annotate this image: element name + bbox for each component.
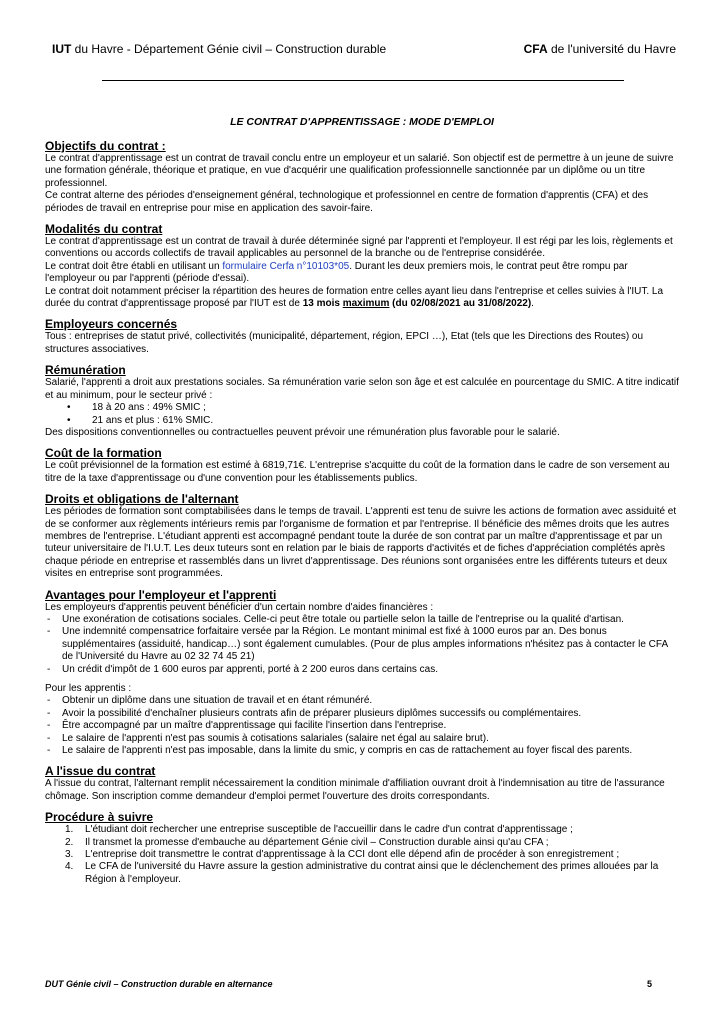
duration-value: 13 mois <box>302 298 343 310</box>
step-number: 2. <box>65 836 74 848</box>
section-modalites <box>45 223 680 310</box>
list-item-text: 21 ans et plus : 61% SMIC. <box>92 414 214 426</box>
dash-marker: - <box>47 707 51 719</box>
section-employeurs <box>45 318 680 356</box>
paragraph: Les périodes de formation sont comptabilisées dans le temps de travail. L'apprenti est tenu de suivre les actions de formation avec assiduité et de se conformer aux règlements intérieurs remis par l'organisme de formation et par l'entreprise. Il bénéficie des mêmes droits que les autres membres de l'entreprise. L'étudiant apprenti est accompagné pendant toute la durée de son contrat par un maître d'apprentissage et par un tuteur universitaire de l'I.U.T. Les deux tuteurs sont en relation par le biais de rapports d'activités et de fiches d'appréciation complétés après chaque période en entreprise et rassemblés dans un livret d'apprentissage. Des réunions sont organisées entre les différents tuteurs et deux visites en entreprise sont programmées. <box>45 506 677 580</box>
employer-benefits-list <box>45 614 680 676</box>
section-heading: Procédure à suivre <box>45 810 154 825</box>
section-heading: Avantages pour l'employeur et l'apprenti <box>45 587 277 602</box>
paragraph: Tous : entreprises de statut privé, collectivités (municipalité, département, région, EPCI …), Etat (tels que les Directions des Routes) ou structures associatives. <box>45 331 644 355</box>
list-item-text: Avoir la possibilité d'enchaîner plusieurs contrats afin de préparer plusieurs diplômes successifs ou complémentaires. <box>62 707 582 719</box>
list-item-text: 18 à 20 ans : 49% SMIC ; <box>92 402 206 414</box>
text-run: Le contrat doit notamment préciser la répartition des heures de formation entre celles ayant lieu dans l'entreprise et celles suivies à l'IUT. La durée du contrat d'apprentissage proposé par l'IUT est de <box>45 285 664 310</box>
paragraph: Le contrat d'apprentissage est un contrat de travail conclu entre un employeur et un salarié. Son objectif est de permettre à un jeune de suivre une formation générale, théorique et pratique, en vue d'acquérir une qualification professionnelle sanctionnée par un diplôme ou un titre professionnel. <box>45 153 674 189</box>
step-number: 1. <box>65 824 74 836</box>
section-remuneration <box>45 364 680 439</box>
section-heading: Modalités du contrat <box>45 222 163 237</box>
list-item <box>45 664 680 676</box>
list-item-text: Le salaire de l'apprenti n'est pas imposable, dans la limite du smic, y compris en cas de rattachement au foyer fiscal des parents. <box>62 745 633 757</box>
header-iut: IUT <box>52 42 72 56</box>
list-item <box>45 861 680 886</box>
cerfa-form-link[interactable]: formulaire Cerfa n°10103*05 <box>222 260 350 272</box>
document-body <box>45 140 680 886</box>
salary-list <box>45 402 680 427</box>
section-heading: Employeurs concernés <box>45 317 178 332</box>
paragraph: Les employeurs d'apprentis peuvent bénéficier d'un certain nombre d'aides financières : <box>45 601 434 613</box>
list-item-text: Une indemnité compensatrice forfaitaire versée par la Région. Le montant minimal est fixé à 1000 euros par an. Des bonus supplémentaires (assiduité, handicap…) sont également cumulables. (Pour de plus amples informations n'hésitez pas à contacter le CFA de l'Université du Havre au 02 32 74 45 21) <box>62 626 668 663</box>
list-item <box>45 733 680 745</box>
section-cout <box>45 447 680 485</box>
list-item-text: Être accompagné par un maître d'apprentissage qui facilite l'insertion dans l'entreprise. <box>62 720 447 732</box>
list-item-text: Le CFA de l'université du Havre assure la gestion administrative du contrat ainsi que le déclenchement des primes allouées par la Région à l'employeur. <box>85 861 659 885</box>
duration-dates: (du 02/08/2021 au 31/08/2022) <box>389 298 532 310</box>
header-right <box>524 42 676 56</box>
page-footer <box>45 979 652 989</box>
section-avantages <box>45 589 680 758</box>
list-item-text: Le salaire de l'apprenti n'est pas soumis à cotisations salariales (salaire net égal au salaire brut). <box>62 732 489 744</box>
list-item-text: L'étudiant doit rechercher une entreprise susceptible de l'accueillir dans le cadre d'un contrat d'apprentissage ; <box>85 824 573 836</box>
dash-marker: - <box>47 745 51 757</box>
list-item-text: Un crédit d'impôt de 1 600 euros par apprenti, porté à 2 200 euros dans certains cas. <box>62 663 439 675</box>
dash-marker: - <box>47 695 51 707</box>
list-item-text: Une exonération de cotisations sociales. Celle-ci peut être totale ou partielle selon la taille de l'entreprise ou la qualité d'artisan. <box>62 613 624 625</box>
list-item <box>45 745 680 757</box>
list-item <box>45 720 680 732</box>
text-run: Le contrat doit être établi en utilisant un <box>45 260 223 272</box>
procedure-steps <box>45 824 680 886</box>
section-heading: Droits et obligations de l'alternant <box>45 492 239 507</box>
list-item <box>45 708 680 720</box>
list-item <box>45 695 680 707</box>
dash-marker: - <box>47 626 51 638</box>
list-item <box>45 614 680 626</box>
section-heading: A l'issue du contrat <box>45 764 156 779</box>
text-run: . <box>531 298 534 310</box>
list-item <box>45 837 680 849</box>
step-number: 3. <box>65 849 74 861</box>
header-department: du Havre - Département Génie civil – Construction durable <box>71 42 387 56</box>
list-item-text: Il transmet la promesse d'embauche au département Génie civil – Construction durable ainsi qu'au CFA ; <box>85 836 549 848</box>
dash-marker: - <box>47 732 51 744</box>
section-heading: Rémunération <box>45 363 126 378</box>
paragraph: Le coût prévisionnel de la formation est estimé à 6819,71€. L'entreprise s'acquitte du coût de la formation dans le cadre de son versement au titre de la taxe d'apprentissage ou d'une convention pour les établissements publics. <box>45 460 670 484</box>
list-item <box>45 402 680 414</box>
list-item <box>45 824 680 836</box>
section-droits <box>45 493 680 580</box>
header-cfa: CFA <box>523 42 548 56</box>
paragraph: Le contrat d'apprentissage est un contrat de travail à durée déterminée signé par l'apprenti et l'employeur. Il est régi par les lois, règlements et conventions ou accords collectifs de travail applicables au personnel de la branche ou de l'entreprise considérée. <box>45 236 673 260</box>
list-item <box>45 849 680 861</box>
list-item-text: Obtenir un diplôme dans une situation de travail et en étant rémunéré. <box>62 695 373 707</box>
section-objectifs <box>45 140 680 215</box>
text-run: . Durant les deux premiers mois, le contrat peut être rompu par l'employeur ou par l'apprenti (période d'essai). <box>45 260 628 285</box>
section-procedure <box>45 811 680 886</box>
paragraph: Salarié, l'apprenti a droit aux prestations sociales. Sa rémunération varie selon son âge et est calculée en pourcentage du SMIC. A titre indicatif et au minimum, pour le secteur privé : <box>45 377 679 401</box>
header-university: de l'université du Havre <box>547 42 676 56</box>
dash-marker: - <box>47 613 51 625</box>
dash-marker: - <box>47 663 51 675</box>
paragraph <box>45 261 680 286</box>
paragraph: Des dispositions conventionnelles ou contractuelles peuvent prévoir une rémunération plus favorable pour le salarié. <box>45 426 560 438</box>
list-item <box>45 626 680 663</box>
bullet-marker: • <box>67 414 71 426</box>
header-left <box>52 42 386 56</box>
paragraph <box>45 286 680 311</box>
document-title: LE CONTRAT D'APPRENTISSAGE : MODE D'EMPLOI <box>230 116 494 128</box>
list-item <box>45 415 680 427</box>
duration-maximum: maximum <box>342 298 390 310</box>
section-heading: Objectifs du contrat : <box>45 139 166 153</box>
paragraph: A l'issue du contrat, l'alternant remplit nécessairement la condition minimale d'affiliation ouvrant droit à l'indemnisation au titre de l'assurance chômage. Son inscription comme demandeur d'emploi permet l'ouverture des droits correspondants. <box>45 778 665 802</box>
dash-marker: - <box>47 720 51 732</box>
paragraph: Pour les apprentis : <box>45 683 132 694</box>
paragraph: Ce contrat alterne des périodes d'enseignement général, technologique et professionnel en centre de formation d'apprentis (CFA) et des périodes de travail en entreprise pour mise en application des savoir-faire. <box>45 190 649 214</box>
list-item-text: L'entreprise doit transmettre le contrat d'apprentissage à la CCI dont elle dépend afin de procéder à son enregistrement ; <box>85 849 620 861</box>
page-number: 5 <box>646 979 652 989</box>
step-number: 4. <box>65 861 74 873</box>
footer-text: DUT Génie civil – Construction durable en alternance <box>45 979 273 989</box>
section-heading: Coût de la formation <box>45 446 162 461</box>
bullet-marker: • <box>67 402 71 414</box>
apprentice-benefits-list <box>45 695 680 757</box>
section-issue <box>45 765 680 803</box>
header-rule <box>102 80 624 81</box>
